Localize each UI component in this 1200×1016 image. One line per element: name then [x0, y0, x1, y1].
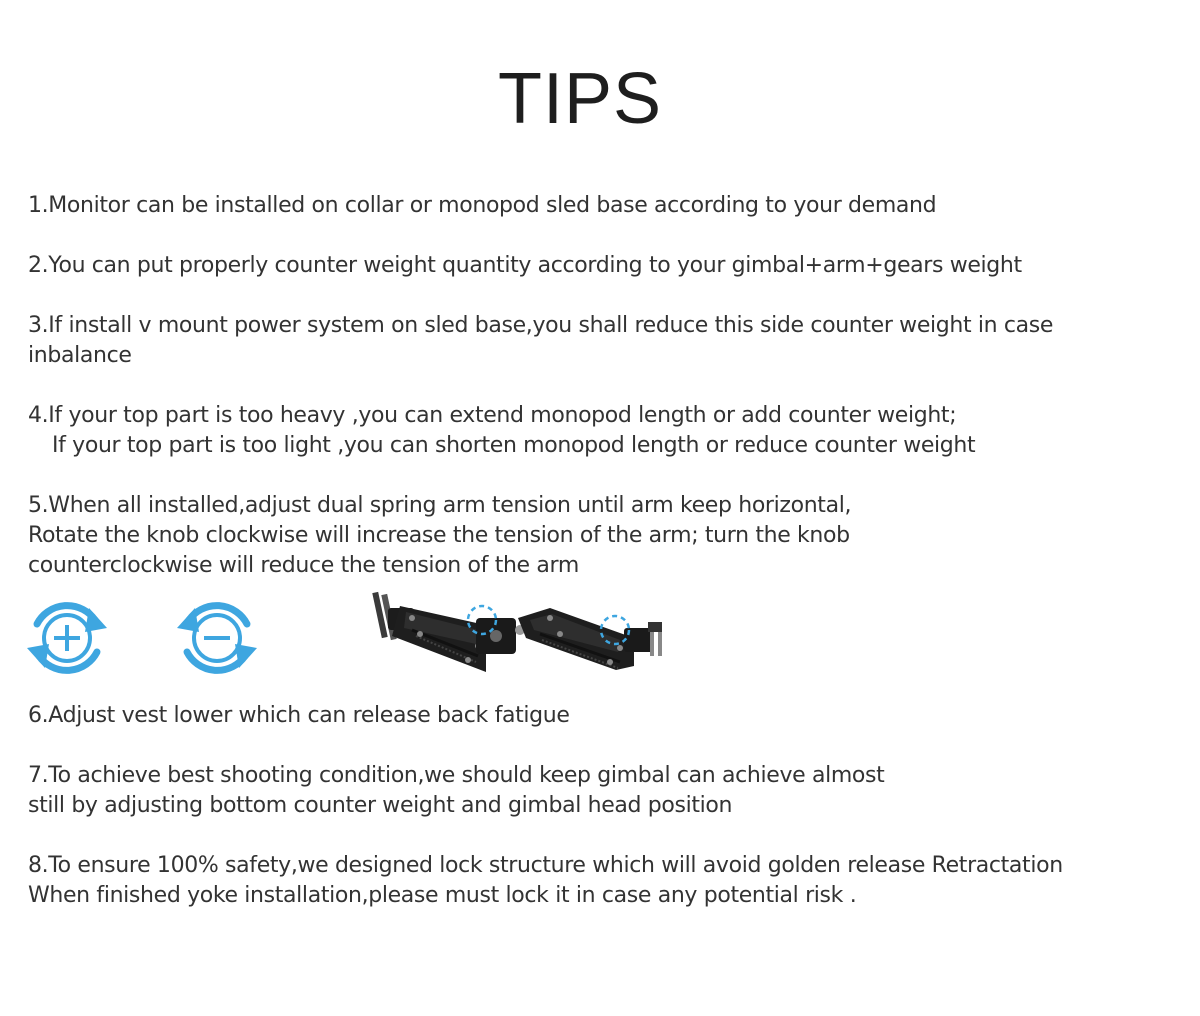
- tip-6-line-1: 6.Adjust vest lower which can release back fatigue: [28, 703, 570, 728]
- tip-3-line-1: 3.If install v mount power system on sled base,you shall reduce this side counter weight in case: [28, 313, 1054, 338]
- tip-7-line-1: 7.To achieve best shooting condition,we should keep gimbal can achieve almost: [28, 763, 885, 788]
- tip-2-line-1: 2.You can put properly counter weight quantity according to your gimbal+arm+gears weight: [28, 253, 1022, 278]
- dual-spring-arm-image: [372, 592, 662, 672]
- tip-2: [28, 251, 1022, 281]
- tip-6: [28, 701, 570, 731]
- tip-5-line-1: 5.When all installed,adjust dual spring arm tension until arm keep horizontal,: [28, 493, 852, 518]
- arm-tension-illustration: [20, 590, 700, 686]
- clockwise-plus-icon: [27, 606, 107, 671]
- tip-3: [28, 311, 1053, 371]
- tip-4-line-2: If your top part is too light ,you can shorten monopod length or reduce counter weight: [52, 433, 976, 458]
- tip-3-line-2: inbalance: [28, 343, 132, 368]
- tip-7: [28, 761, 884, 821]
- tip-5-line-2: Rotate the knob clockwise will increase the tension of the arm; turn the knob: [28, 523, 850, 548]
- tip-8-line-2: When finished yoke installation,please must lock it in case any potential risk .: [28, 883, 857, 908]
- counterclockwise-minus-icon: [177, 606, 257, 671]
- tip-5-line-3: counterclockwise will reduce the tension of the arm: [28, 553, 579, 578]
- page-title: TIPS: [497, 59, 663, 139]
- tip-1: [28, 191, 936, 221]
- tip-7-line-2: still by adjusting bottom counter weight and gimbal head position: [28, 793, 733, 818]
- tip-1-line-1: 1.Monitor can be installed on collar or monopod sled base according to your demand: [28, 193, 937, 218]
- tip-8-line-1: 8.To ensure 100% safety,we designed lock structure which will avoid golden release Retractation: [28, 853, 1063, 878]
- tip-4: [28, 401, 975, 461]
- tip-8: [28, 851, 1063, 911]
- tip-4-line-1: 4.If your top part is too heavy ,you can extend monopod length or add counter weight;: [28, 403, 957, 428]
- tip-5: [28, 491, 851, 581]
